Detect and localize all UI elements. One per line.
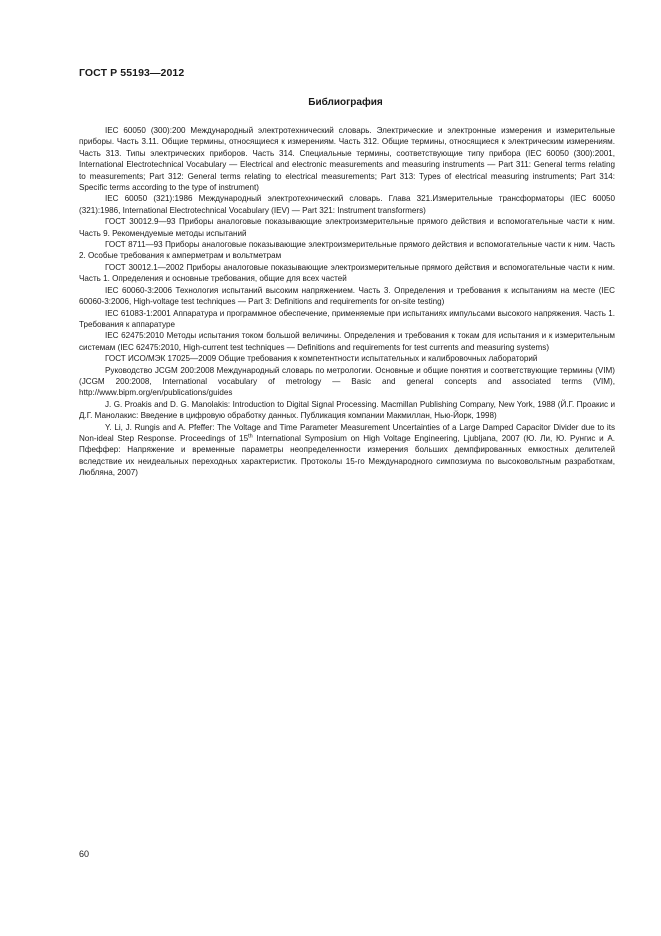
page-number: 60 (79, 849, 90, 859)
bibliography-entry: ГОСТ 30012.9—93 Приборы аналоговые показывающие электроизмерительные прямого действия и вспомогательные части к ним. Часть 9. Рекомендуемые методы испытаний (79, 217, 615, 238)
bibliography-entry: ГОСТ ИСО/МЭК 17025—2009 Общие требования к компетентности испытательных и калибровочных лабораторий (105, 354, 538, 364)
entry-text-start: Y. Li, J. Rungis and A. Pfeffer: The Voltage and Time Parameter Measurement Uncertainties of a Large Damped Capacitor Divider due to its Non-ideal Step Response. Proceedings of 15 (79, 422, 615, 443)
bibliography-entry: J. G. Proakis and D. G. Manolakis: Introduction to Digital Signal Processing. Macmillan Publishing Company, New York, 1988 (Й.Г. Проакис и Д.Г. Манолакис: Введение в цифровую обработку данных. Публикация компании Макмиллан, Нью-Йорк, 1998) (79, 399, 615, 421)
bibliography-entry: IEC 60050 (321):1986 Международный электротехнический словарь. Глава 321.Измерительные трансформаторы (IEC 60050 (321):1986, International Electrotechnical Vocabulary (IEV) — Part 321: Instrument transformers) (79, 194, 615, 215)
ordinal-superscript: th (248, 433, 253, 440)
bibliography-entry: IEC 61083-1:2001 Аппаратура и программное обеспечение, применяемые при испытаниях импульсами высокого напряжения. Часть 1. Требования к аппаратуре (79, 308, 615, 329)
bibliography-entry: IEC 62475:2010 Методы испытания током большой величины. Определения и требования к токам для испытания и к измерительным системам (IEC 62475:2010, High-current test techniques — Definitions and requirements for test currents and measuring systems) (79, 331, 615, 352)
page-title: Библиография (308, 97, 383, 108)
bibliography-list (79, 125, 615, 479)
bibliography-entry-last (79, 422, 615, 479)
bibliography-entry: ГОСТ 8711—93 Приборы аналоговые показывающие электроизмерительные прямого действия и вспомогательные части к ним. Часть 2. Особые требования к амперметрам и вольтметрам (79, 240, 615, 261)
bibliography-entry: IEC 60050 (300):200 Международный электротехнический словарь. Электрические и электронные измерения и измерительные приборы. Часть 3.11. Общие термины, относящиеся к измерениям. Часть 312. Общие термины, относящиеся к электрическим измерениям. Часть 313. Типы электрических приборов. Часть 314. Специальные термины, соответствующие типу прибора (IEC 60050 (300):2001, International Electrotechnical Vocabulary — Electrical and electronic measurements and measuring instruments — Part 311: General terms relating to measurements; Part 312: General terms relating to electrical measurements; Part 313: Types of electrical measuring instruments; Part 314: Specific terms according to the type of instrument) (79, 126, 615, 193)
bibliography-entry: ГОСТ 30012.1—2002 Приборы аналоговые показывающие электроизмерительные прямого действия и вспомогательные части к ним. Часть 1. Определения и основные требования, общие для всех частей (79, 262, 615, 284)
entry-text-end: International Symposium on High Voltage Engineering, Ljubljana, 2007 (Ю. Ли, Ю. Рунгис и А. Пфеффер: Напряжение и временные параметры неопределенности измерения больших демпфированных емкостных делителей вследствие их неидеальных переходных характеристик. Протоколы 15-го Международного симпозиума по высоковольтным разработкам, Любляна, 2007) (79, 433, 616, 478)
document-header: ГОСТ Р 55193—2012 (79, 67, 185, 79)
bibliography-entry: IEC 60060-3:2006 Технология испытаний высоким напряжением. Часть 3. Определения и требования к испытаниям на месте (IEC 60060-3:2006, High-voltage test techniques — Part 3: Definitions and requirements for on-site testing) (79, 285, 615, 307)
bibliography-entry: Руководство JCGM 200:2008 Международный словарь по метрологии. Основные и общие понятия и соответствующие термины (VIM) (JCGM 200:2008, International vocabulary of metrology — Basic and general concepts and associated terms (VIM), http://www.bipm.org/en/publications/guides (79, 365, 615, 398)
